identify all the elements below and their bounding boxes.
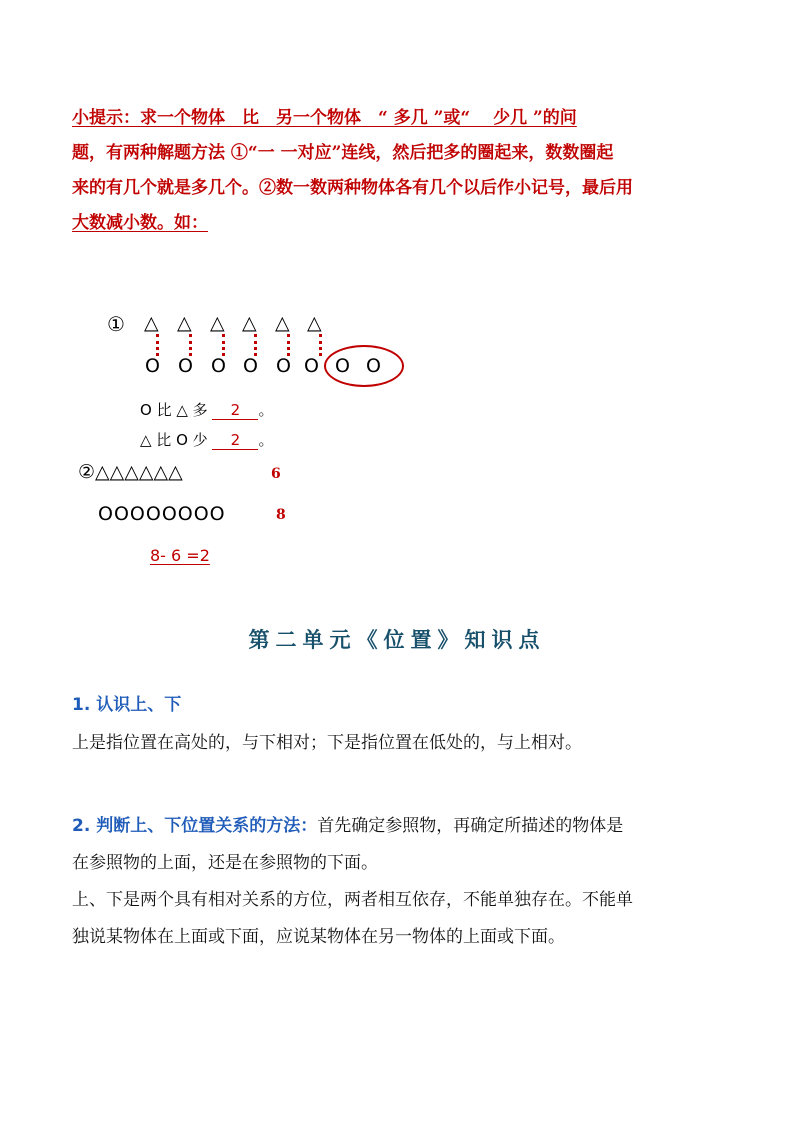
- circle-4: O: [243, 355, 258, 377]
- section-1-text: 上是指位置在高处的，与下相对；下是指位置在低处的，与上相对。: [72, 733, 582, 753]
- triangle-4: △: [242, 312, 257, 334]
- compare-2-prefix: △ 比 O 少: [140, 431, 208, 449]
- circle-6: O: [304, 355, 319, 377]
- section-2-title: 2. 判断上、下位置关系的方法：: [72, 816, 318, 836]
- circle-8: O: [366, 355, 381, 377]
- circle-7: O: [335, 355, 350, 377]
- triangle-5: △: [275, 312, 290, 334]
- connector-line: [287, 334, 290, 356]
- connector-line: [156, 334, 159, 356]
- section-1-title: 1. 认识上、下: [72, 695, 182, 715]
- compare-line-2: [140, 429, 273, 450]
- circle-5: O: [276, 355, 291, 377]
- section-2-para2-line-1: 上、下是两个具有相对关系的方位，两者相互依存，不能单独存在。不能单: [72, 890, 633, 910]
- connector-line: [254, 334, 257, 356]
- compare-1-answer: 2: [212, 402, 258, 420]
- circle-1: O: [145, 355, 160, 377]
- compare-line-1: [140, 399, 273, 420]
- compare-2-suffix: 。: [258, 431, 274, 449]
- triangle-count: 6: [271, 466, 281, 482]
- tip-paragraph: [72, 101, 724, 241]
- triangle-2: △: [177, 312, 192, 334]
- circle-2: O: [178, 355, 193, 377]
- section-2-text-line-2: 在参照物的上面，还是在参照物的下面。: [72, 853, 378, 873]
- extra-circles-ring: [324, 345, 404, 387]
- compare-1-prefix: O 比 △ 多: [140, 401, 208, 419]
- connector-line: [222, 334, 225, 356]
- connector-line: [189, 334, 192, 356]
- unit-heading: 第二单元《位置》知识点: [248, 627, 546, 652]
- example2-triangles-row: ②△△△△△△: [78, 461, 183, 483]
- triangle-1: △: [144, 312, 159, 334]
- compare-1-suffix: 。: [258, 401, 274, 419]
- tip-line-3: 来的有几个就是多几个。②数一数两种物体各有几个以后作小记号，最后用: [72, 178, 633, 198]
- circle-3: O: [211, 355, 226, 377]
- connector-line: [319, 334, 322, 356]
- triangle-3: △: [210, 312, 225, 334]
- tip-line-2: 题，有两种解题方法 ①“一 一对应”连线，然后把多的圈起来，数数圈起: [72, 143, 614, 163]
- section-2-para2-line-2: 独说某物体在上面或下面，应说某物体在另一物体的上面或下面。: [72, 927, 565, 947]
- example2-circles-row: OOOOOOOO: [98, 503, 226, 525]
- tip-line-1: 小提示：求一个物体 比 另一个物体 “ 多几 ”或“ 少几 ”的问: [72, 108, 577, 128]
- example1-marker: ①: [107, 312, 125, 336]
- section-2-paragraph-1: [72, 808, 724, 956]
- triangle-6: △: [307, 312, 322, 334]
- subtraction-equation: 8- 6 =2: [150, 546, 210, 565]
- tip-line-4: 大数减小数。如：: [72, 213, 208, 233]
- section-2-text-line-1: 首先确定参照物，再确定所描述的物体是: [317, 816, 624, 836]
- circle-count: 8: [276, 507, 286, 523]
- compare-2-answer: 2: [212, 432, 258, 450]
